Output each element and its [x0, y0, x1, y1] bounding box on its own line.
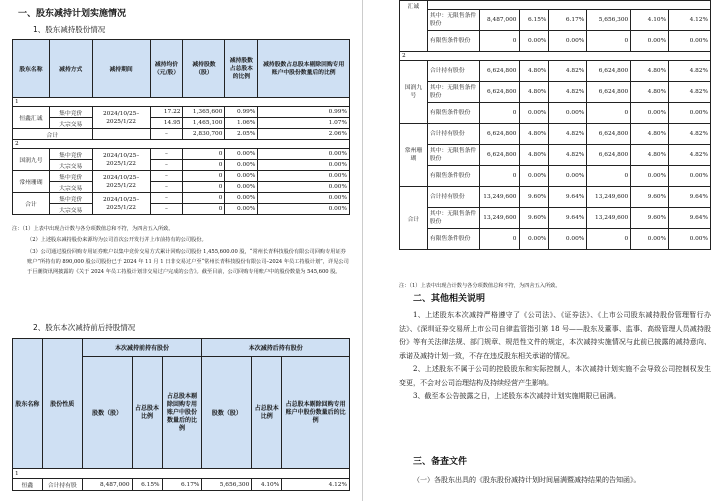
cell: 集中竞价: [49, 171, 92, 182]
cell: 9.64%: [669, 187, 711, 208]
cell: 集中竞价: [49, 149, 92, 160]
table-row: [400, 82, 711, 103]
cell: 4.82%: [549, 82, 587, 103]
cell: 0.00%: [258, 171, 350, 182]
t2-h-ratio2-after: 占总股本剔除回购专用账户中股份数量后的比例: [282, 357, 350, 469]
table-row: [13, 160, 350, 171]
cell: 4.10%: [252, 479, 282, 491]
cell: 0.00%: [519, 166, 549, 187]
cell: 9.64%: [549, 187, 587, 208]
t2-h-ratio-after: 占总股本比例: [252, 357, 282, 469]
cell: 有限售条件股份: [427, 31, 479, 52]
cell: 有限售条件股份: [427, 229, 479, 250]
cell: 0: [183, 160, 225, 171]
cell: 6.17%: [549, 10, 587, 31]
note-3: （3）公司通过股份回购专用证券账户以集中竞价交易方式累计回购公司股份 1,455,600.00 股，“常州长青科技股份有限公司回购专用证券账户”所持有的 890,000 股公司股份已于 2024 年 11 月 1 日非交易过户至“常州长青科技股份有限公司–2024 年员工持股计划”，详见公司于巨潮资讯网披露的《关于 2024 年员工持股计划非交易过户完成的公告》。截至目前，公司回购专用账户中的股份数量为 545,600 股。: [27, 249, 349, 275]
cell: 4.12%: [282, 479, 350, 491]
table-row: [400, 124, 711, 145]
cell: 0.00%: [225, 204, 258, 215]
cell: 6,624,800: [587, 145, 631, 166]
cell: 合计持有股份: [427, 187, 479, 208]
cell: 0.00%: [519, 229, 549, 250]
t3-holder-name: 汇诚: [400, 1, 428, 52]
cell: 4.80%: [519, 82, 549, 103]
t2-h-ratio2-before: 占总股本剔除回购专用账户中股份数量后的比例: [162, 357, 202, 469]
cell: 有限售条件股份: [427, 103, 479, 124]
cell: 其中：无限售条件股份: [427, 10, 479, 31]
cell: 大宗交易: [49, 204, 92, 215]
cell: 14.95: [150, 118, 183, 129]
cell: 大宗交易: [49, 118, 92, 129]
cell: 0.00%: [225, 182, 258, 193]
cell: 6,624,800: [479, 61, 519, 82]
table-row: [13, 149, 350, 160]
cell: 0.00%: [519, 103, 549, 124]
t2-h-nature: 股份性质: [42, 339, 82, 469]
cell: 4.80%: [519, 61, 549, 82]
cell: 2.05%: [225, 129, 258, 140]
cell: 9.60%: [519, 208, 549, 229]
cell: 0.00%: [549, 31, 587, 52]
reduction-table: [12, 39, 350, 215]
cell: 其中：无限售条件股份: [427, 208, 479, 229]
table-row: [13, 118, 350, 129]
cell: 0.00%: [258, 149, 350, 160]
para-1: 1、上述股东本次减持严格遵守了《公司法》、《证券法》、《上市公司股东减持股份管理暂行办法》、《深圳证券交易所上市公司自律监管指引第 18 号——股东及董事、监事、高级管理人员减持股份》等有关法律法规、部门规章、规范性文件的规定，本次减持实施情况与此前已披露的减持意向、承诺及减持计划一致，不存在违反股东相关承诺的情况。: [399, 311, 711, 360]
t1-holder-name: 国润九号: [13, 149, 50, 171]
holding-table-continued: [399, 0, 711, 250]
t2-h-ratio-before: 占总股本比例: [132, 357, 162, 469]
cell: 0.00%: [669, 229, 711, 250]
section3-title: 三、备查文件: [413, 457, 468, 467]
t3-holder-name: 合计: [400, 187, 428, 250]
cell: 4.82%: [669, 124, 711, 145]
cell: 大宗交易: [49, 182, 92, 193]
cell: 1.06%: [225, 118, 258, 129]
cell: 6,624,800: [587, 82, 631, 103]
cell: 0: [587, 166, 631, 187]
cell: 17.22: [150, 107, 183, 118]
table-row: [400, 229, 711, 250]
cell: 9.64%: [669, 208, 711, 229]
cell: 6,624,800: [479, 124, 519, 145]
cell: 0.00%: [669, 31, 711, 52]
cell: 0.00%: [631, 31, 669, 52]
cell: 0.00%: [631, 166, 669, 187]
cell: 0.99%: [225, 107, 258, 118]
cell: 8,487,000: [479, 10, 519, 31]
table-row: [13, 193, 350, 204]
cell: 其中：无限售条件股份: [427, 145, 479, 166]
cell: 0.00%: [549, 103, 587, 124]
cell: 4.80%: [631, 145, 669, 166]
t2-h-before: 本次减持前持有股份: [82, 339, 202, 357]
cell: 4.80%: [519, 124, 549, 145]
cell: –: [150, 204, 183, 215]
para-last: （一）各股东出具的《股东股份减持计划时间届满暨减持结果的告知函》。: [413, 476, 641, 484]
cell: 4.80%: [631, 124, 669, 145]
cell: 集中竞价: [49, 107, 92, 118]
cell: 0.00%: [258, 193, 350, 204]
table-row: [13, 171, 350, 182]
cell: [92, 129, 150, 140]
table-row: [13, 107, 350, 118]
cell: 0.00%: [258, 160, 350, 171]
cell: 0: [183, 182, 225, 193]
cell: 2,830,700: [183, 129, 225, 140]
cell: 0.99%: [258, 107, 350, 118]
table-row: [400, 103, 711, 124]
t1-h-ratio2: 减持股数占总股本剔除回购专用账户中股份数量后的比例: [258, 40, 350, 98]
cell: 0.00%: [669, 103, 711, 124]
cell: 6,624,800: [479, 82, 519, 103]
cell: 0: [479, 31, 519, 52]
t3-holder-name: 国润九号: [400, 61, 428, 124]
cell: 1,465,100: [183, 118, 225, 129]
cell: 合计持有股份: [427, 61, 479, 82]
cell: 6.15%: [519, 10, 549, 31]
t1-h-period: 减持期间: [92, 40, 150, 98]
cell: 0: [183, 149, 225, 160]
table1-notes: [12, 225, 350, 277]
table-row: [400, 145, 711, 166]
table-row: [13, 129, 350, 140]
para-2: 2、上述股东不属于公司的控股股东和实际控制人，本次减持计划实施不会导致公司控制权发生变更，不会对公司治理结构及持续经营产生影响。: [399, 365, 711, 387]
cell: 8,487,000: [82, 479, 132, 491]
t1-h-name: 股东名称: [13, 40, 50, 98]
table-row: [400, 187, 711, 208]
cell: 其中：无限售条件股份: [427, 82, 479, 103]
t2-h-shares-before: 股数（股）: [82, 357, 132, 469]
cell: 0.00%: [549, 166, 587, 187]
t1-h-ratio: 减持股数占总股本的比例: [225, 40, 258, 98]
t2-h-shares-after: 股数（股）: [202, 357, 252, 469]
cell: 0.00%: [225, 149, 258, 160]
cell: 9.60%: [519, 187, 549, 208]
note-1: 注：（1）上表中出现合计数与各分项数值总和不符，为四舍五入所致。: [12, 226, 174, 232]
cell: –: [150, 193, 183, 204]
cell: 0: [479, 103, 519, 124]
cell: 0: [183, 204, 225, 215]
cell: 4.82%: [549, 61, 587, 82]
cell: 0: [183, 171, 225, 182]
table-row: [400, 31, 711, 52]
cell: 4.82%: [549, 124, 587, 145]
section1-title: 一、股东减持计划实施情况: [18, 9, 127, 19]
cell: 4.82%: [549, 145, 587, 166]
cell: 4.80%: [519, 145, 549, 166]
cell: 0.00%: [549, 229, 587, 250]
cell: 13,249,600: [479, 208, 519, 229]
cell: –: [150, 160, 183, 171]
cell: 0.00%: [225, 193, 258, 204]
cell: 6,624,800: [587, 61, 631, 82]
cell: –: [150, 182, 183, 193]
cell: 0.00%: [631, 103, 669, 124]
cell: 5,656,300: [587, 10, 631, 31]
sub1-title: 1、股东减持股份情况: [33, 25, 106, 34]
cell: 合计持有股: [42, 479, 82, 491]
t1-holder-name: 合计: [13, 193, 50, 215]
cell: 0.00%: [258, 204, 350, 215]
cell: 4.12%: [669, 10, 711, 31]
table-row: [13, 479, 350, 491]
cell: 0.00%: [258, 182, 350, 193]
cell: 6,624,800: [479, 145, 519, 166]
t1-group-index: 1: [13, 98, 350, 107]
cell: 0.00%: [225, 160, 258, 171]
cell: 合计持有股份: [427, 124, 479, 145]
cell: 4.80%: [631, 61, 669, 82]
cell: 1,365,600: [183, 107, 225, 118]
note-2: （2）上述股东减持股份来源均为公司首次公开发行并上市前持有的公司股份。: [27, 237, 207, 243]
table-row: [400, 10, 711, 31]
cell: 2024/10/25–2025/1/22: [92, 171, 150, 193]
table-row: [400, 61, 711, 82]
section2-title: 二、其他相关说明: [413, 294, 486, 304]
t3-group-index: 2: [400, 52, 711, 61]
cell: 0.00%: [519, 31, 549, 52]
cell: 大宗交易: [49, 160, 92, 171]
cell: 0: [587, 229, 631, 250]
t1-holder-name: 恒鑫汇诚: [13, 107, 50, 129]
cell: 13,249,600: [587, 187, 631, 208]
cell: 9.60%: [631, 208, 669, 229]
cell: 6,624,800: [587, 124, 631, 145]
cell: 2024/10/25–2025/1/22: [92, 193, 150, 215]
table-row: [400, 208, 711, 229]
t1-holder-name: 常州珊瑚: [13, 171, 50, 193]
cell: 13,249,600: [479, 187, 519, 208]
cell: –: [150, 171, 183, 182]
cell: –: [150, 129, 183, 140]
cell: 合计: [13, 129, 93, 140]
t1-h-price: 减持均价（元/股）: [150, 40, 183, 98]
cell: 4.82%: [669, 61, 711, 82]
sub2-title: 2、股东本次减持前后持股情况: [33, 323, 136, 332]
cell: 1.07%: [258, 118, 350, 129]
cell: 4.82%: [669, 82, 711, 103]
right-column: [362, 0, 719, 501]
cell: 0: [479, 229, 519, 250]
cell: 6.15%: [132, 479, 162, 491]
cell: 0: [587, 103, 631, 124]
t2-holder-name: 恒鑫: [13, 479, 43, 491]
cell: 0.00%: [631, 229, 669, 250]
cell: –: [150, 149, 183, 160]
cell: 6.17%: [162, 479, 202, 491]
cell: 0.00%: [225, 171, 258, 182]
t2-h-name: 股东名称: [13, 339, 43, 469]
t1-h-shares: 减持股数（股）: [183, 40, 225, 98]
cell: 9.60%: [631, 187, 669, 208]
t2-group-index: 1: [13, 469, 350, 479]
table-row: [13, 182, 350, 193]
table-row: [400, 166, 711, 187]
table3-note: 注：（1）上表中出现合计数与各分项数值总和不符，为四舍五入所致。: [399, 283, 561, 289]
section2-body: [399, 309, 711, 404]
cell: 9.64%: [549, 208, 587, 229]
cell: 有限售条件股份: [427, 166, 479, 187]
cell: 13,249,600: [587, 208, 631, 229]
cell: 集中竞价: [49, 193, 92, 204]
cell: 0: [479, 166, 519, 187]
cell: 4.80%: [631, 82, 669, 103]
cell: 2024/10/25–2025/1/22: [92, 149, 150, 171]
t1-group-index: 2: [13, 140, 350, 149]
para-3: 3、截至本公告披露之日，上述股东本次减持计划实施期限已届满。: [413, 392, 621, 400]
cell: 4.82%: [669, 145, 711, 166]
cell: 4.10%: [631, 10, 669, 31]
cell: 2.06%: [258, 129, 350, 140]
cell: 5,656,300: [202, 479, 252, 491]
t2-h-after: 本次减持后持有股份: [202, 339, 350, 357]
t3-holder-name: 常州珊瑚: [400, 124, 428, 187]
cell: 0: [587, 31, 631, 52]
table-row: [13, 204, 350, 215]
holding-table: [12, 338, 350, 491]
cell: 0.00%: [669, 166, 711, 187]
t1-h-method: 减持方式: [49, 40, 92, 98]
cell: 0: [183, 193, 225, 204]
cell: 2024/10/25–2025/1/22: [92, 107, 150, 129]
